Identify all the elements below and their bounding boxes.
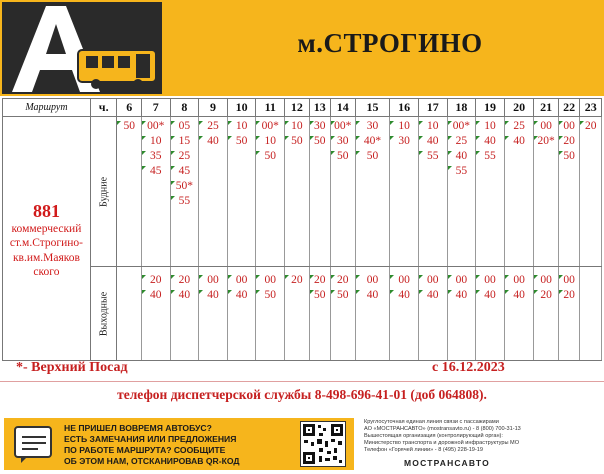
weekend-hour-21: [534, 267, 559, 361]
departure-minute: 00: [228, 273, 256, 288]
weekday-hour-9: [199, 117, 228, 267]
route-info-cell: [3, 117, 91, 361]
weekend-hour-7: [142, 267, 171, 361]
route-number: 881: [32, 200, 60, 221]
feedback-line: ОБ ЭТОМ НАМ, ОТСКАНИРОВАВ QR-КОД: [64, 456, 240, 466]
weekday-hour-22: [558, 117, 579, 267]
departure-minute: 30: [310, 119, 330, 134]
divider: [0, 381, 604, 382]
departure-minute: 15: [171, 134, 199, 149]
departure-minute: 20: [310, 273, 330, 288]
departure-minute: 50: [331, 288, 355, 303]
hour-column-header: ч.: [90, 99, 117, 117]
weekend-hour-22: [558, 267, 579, 361]
weekend-hour-13: [309, 267, 330, 361]
hour-cell: 16: [390, 99, 419, 117]
stop-title: м.СТРОГИНО: [297, 28, 483, 58]
hour-cell: 21: [534, 99, 559, 117]
feedback-line: ПО РАБОТЕ МАРШРУТА? СООБЩИТЕ: [64, 445, 226, 455]
departure-minute: 10: [476, 119, 504, 134]
departure-minute: 00: [559, 273, 579, 288]
departure-minute: 00: [534, 119, 558, 134]
hour-cell: 17: [418, 99, 447, 117]
departure-minute: 40: [505, 288, 534, 303]
departure-minute: 40: [199, 134, 227, 149]
hour-cell: 22: [558, 99, 579, 117]
departure-minute: 20: [559, 134, 579, 149]
departure-minute: 50: [256, 149, 284, 164]
departure-minute: 50: [356, 149, 390, 164]
hour-cell: 23: [580, 99, 602, 117]
departure-minute: 50: [310, 288, 330, 303]
departure-minute: 40: [419, 134, 447, 149]
weekday-label-cell: [90, 117, 117, 267]
departure-minute: 00: [390, 273, 418, 288]
weekday-hour-15: [355, 117, 390, 267]
departure-minute: 40: [390, 288, 418, 303]
departure-minute: 20: [580, 119, 601, 134]
departure-minute: 25: [505, 119, 534, 134]
departure-minute: 40: [419, 288, 447, 303]
hour-cell: 15: [355, 99, 390, 117]
weekend-hour-12: [285, 267, 310, 361]
weekday-hour-13: [309, 117, 330, 267]
departure-minute: 05: [171, 119, 199, 134]
departure-minute: 00: [505, 273, 534, 288]
route-description-line: коммерческий: [11, 222, 82, 235]
departure-minute: 50: [285, 134, 309, 149]
weekday-hour-21: [534, 117, 559, 267]
header-banner: [0, 0, 604, 96]
departure-minute: 30: [331, 134, 355, 149]
departure-minute: 10: [228, 119, 256, 134]
departure-minute: 20: [285, 273, 309, 288]
route-description-line: ского: [33, 266, 60, 278]
departure-minute: 55: [476, 149, 504, 164]
departure-minute: 25: [171, 149, 199, 164]
hour-cell: 14: [331, 99, 356, 117]
departure-minute: 20*: [534, 134, 558, 149]
weekday-hour-18: [447, 117, 476, 267]
weekday-hour-6: [117, 117, 142, 267]
departure-minute: 00: [256, 273, 284, 288]
departure-minute: 40: [476, 134, 504, 149]
info-line: АО «МОСТРАНСАВТО» (mostransavto.ru) - 8 (800) 700-31-13: [364, 426, 521, 432]
departure-minute: 20: [171, 273, 199, 288]
departure-minute: 50*: [171, 179, 199, 194]
route-description-line: кв.им.Маяков: [12, 251, 80, 264]
departure-minute: 00: [559, 119, 579, 134]
weekend-hour-20: [504, 267, 534, 361]
weekday-label: Будние: [98, 176, 110, 207]
departure-minute: 45: [142, 164, 170, 179]
departure-minute: 25: [199, 119, 227, 134]
weekday-hour-7: [142, 117, 171, 267]
info-line: Телефон «Горячей линии» - 8 (495) 228-19-19: [364, 447, 484, 453]
weekend-hour-6: [117, 267, 142, 361]
weekday-hour-19: [476, 117, 505, 267]
departure-minute: 00*: [331, 119, 355, 134]
hour-cell: 9: [199, 99, 228, 117]
departure-minute: 50: [559, 149, 579, 164]
qr-code-icon[interactable]: [300, 421, 346, 467]
weekend-hour-11: [256, 267, 285, 361]
weekday-hour-11: [256, 117, 285, 267]
weekday-row: [3, 117, 602, 267]
hour-cell: 6: [117, 99, 142, 117]
departure-minute: 20: [559, 288, 579, 303]
departure-minute: 40: [171, 288, 199, 303]
hour-cell: 20: [504, 99, 534, 117]
departure-minute: 00*: [256, 119, 284, 134]
info-line: Круглосуточная единая линия связи с пассажирами: [364, 419, 499, 425]
weekend-label-cell: [90, 267, 117, 361]
departure-minute: 55: [419, 149, 447, 164]
route-description-line: ст.м.Строгино-: [9, 237, 83, 249]
hour-cell: 8: [170, 99, 199, 117]
departure-minute: 10: [142, 134, 170, 149]
departure-minute: 10: [419, 119, 447, 134]
hour-cell: 7: [142, 99, 171, 117]
weekday-hour-20: [504, 117, 534, 267]
departure-minute: 00: [419, 273, 447, 288]
info-line: Вышестоящая организация (контролирующий орган):: [364, 433, 503, 439]
departure-minute: 10: [285, 119, 309, 134]
hour-cell: 10: [227, 99, 256, 117]
weekend-hour-19: [476, 267, 505, 361]
departure-minute: 50: [117, 119, 141, 134]
hour-cell: 12: [285, 99, 310, 117]
departure-minute: 00: [476, 273, 504, 288]
timetable: [2, 98, 602, 361]
departure-minute: 50: [256, 288, 284, 303]
departure-minute: 40: [476, 288, 504, 303]
info-line: Министерство транспорта и дорожной инфраструктуры МО: [364, 440, 520, 446]
departure-minute: 10: [390, 119, 418, 134]
hour-cell: 11: [256, 99, 285, 117]
weekend-hour-23: [580, 267, 602, 361]
hour-cell: 19: [476, 99, 505, 117]
departure-minute: 25: [448, 134, 476, 149]
departure-minute: 10: [256, 134, 284, 149]
departure-minute: 40: [228, 288, 256, 303]
weekend-hour-17: [418, 267, 447, 361]
departure-minute: 40: [448, 149, 476, 164]
hours-header-row: [3, 99, 602, 117]
departure-minute: 55: [448, 164, 476, 179]
departure-minute: 35: [142, 149, 170, 164]
departure-minute: 00*: [448, 119, 476, 134]
departure-minute: 40: [448, 288, 476, 303]
asterisk-note: *- Верхний Посад: [16, 360, 128, 375]
departure-minute: 45: [171, 164, 199, 179]
departure-minute: 50: [331, 149, 355, 164]
departure-minute: 00: [199, 273, 227, 288]
departure-minute: 40: [142, 288, 170, 303]
departure-minute: 40*: [356, 134, 390, 149]
departure-minute: 20: [142, 273, 170, 288]
weekend-hour-16: [390, 267, 419, 361]
departure-minute: 00: [356, 273, 390, 288]
dispatcher-phone: телефон диспетчерской службы 8-498-696-41-01 (доб 064808).: [117, 387, 487, 402]
departure-minute: 50: [228, 134, 256, 149]
chat-message-icon: [14, 426, 52, 458]
weekday-hour-17: [418, 117, 447, 267]
departure-minute: 40: [505, 134, 534, 149]
weekend-row: [3, 267, 602, 361]
departure-minute: 50: [310, 134, 330, 149]
weekend-hour-15: [355, 267, 390, 361]
weekday-hour-16: [390, 117, 419, 267]
brand-logo-text: МОСТРАНСАВТО: [404, 458, 490, 468]
departure-minute: 40: [356, 288, 390, 303]
valid-from-date: с 16.12.2023: [432, 360, 505, 375]
departure-minute: 55: [171, 194, 199, 209]
feedback-line: НЕ ПРИШЕЛ ВОВРЕМЯ АВТОБУС?: [64, 423, 212, 433]
departure-minute: 00: [534, 273, 558, 288]
feedback-line: ЕСТЬ ЗАМЕЧАНИЯ ИЛИ ПРЕДЛОЖЕНИЯ: [64, 434, 237, 444]
weekday-hour-10: [227, 117, 256, 267]
weekday-hour-23: [580, 117, 602, 267]
departure-minute: 00*: [142, 119, 170, 134]
bus-route-letter-a-icon: [2, 2, 162, 94]
weekend-hour-8: [170, 267, 199, 361]
departure-minute: 20: [534, 288, 558, 303]
departure-minute: 30: [390, 134, 418, 149]
weekday-hour-12: [285, 117, 310, 267]
weekend-hour-14: [331, 267, 356, 361]
weekend-hour-18: [447, 267, 476, 361]
hour-cell: 13: [309, 99, 330, 117]
departure-minute: 40: [199, 288, 227, 303]
departure-minute: 30: [356, 119, 390, 134]
hour-cell: 18: [447, 99, 476, 117]
weekday-hour-14: [331, 117, 356, 267]
route-column-header: Маршрут: [3, 99, 91, 117]
weekend-label: Выходные: [98, 291, 110, 336]
weekend-hour-10: [227, 267, 256, 361]
departure-minute: 00: [448, 273, 476, 288]
departure-minute: 20: [331, 273, 355, 288]
weekend-hour-9: [199, 267, 228, 361]
weekday-hour-8: [170, 117, 199, 267]
